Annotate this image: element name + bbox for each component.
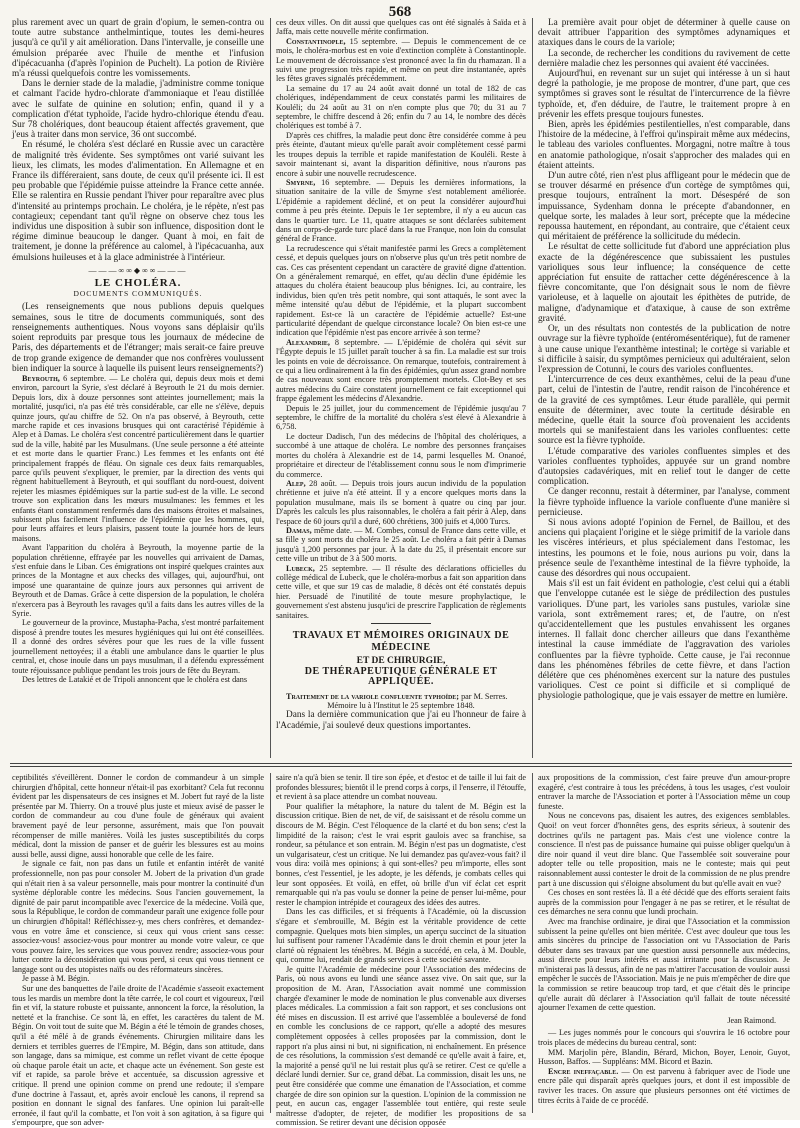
top-column-2	[276, 18, 526, 758]
paragraph: Si nous avions adopté l'opinion de Fernel, de Baillou, et des anciens qui plaçaient l'origine et le siège primitif de la variole dans les viscères intérieurs, et plus spécialement dans l'estomac, les intestins, les poumons et le foie, nous aurions pu voir, dans la présence seule de l'exanthème intestinal de la fièvre typhoïde, la cause des désordres qui nous occupaient.	[538, 517, 790, 579]
paragraph: Je quitte l'Académie de médecine pour l'Association des médecins de Paris, où nous avons eu lundi une séance assez vive. On sait que, sur la proposition de M. Aran, l'Association avait nommé une commission chargée d'examiner le mode de nomination le plus convenable aux diverses places médicales. La commission a fait son rapport, et ses conclusions ont été mises en discussion. Il est arrivé que l'assemblée a bouleversé de fond en comble les conclusions de ce rapport, qu'elle a adopté des mesures complètement opposées à celles proposées par la commission, dont le rapport n'a plus ainsi ni but, ni signification, ni enchaînement. En présence de ces résolutions, la commission s'est demandé ce qu'elle avait à faire, et, la majorité a pensé qu'il ne lui restait plus qu'à se retirer. C'est ce qu'elle a déclaré lundi dernier. Sur ce, grand débat. La commission, disait les uns, ne peut être considérée que comme une émanation de l'Association, et comme chargée de dire son opinion sur la question. L'opinion de la commission ne peut, en aucun cas, engager l'assemblée tout entière, qui reste seule maîtresse d'adopter, de rejeter, de modifier les propositions de sa commission. Se retirer devant une décision opposée	[276, 964, 526, 1128]
paragraph: Or, un des résultats non contestés de la publication de notre ouvrage sur la fièvre typhoïde (entéromésentérique), fut de ramener à une cause unique l'exanthème intestinal; le cortège si variable et si difficile à saisir, du symptômes pernicieux qui adultéraient, selon l'expression de Cotunni, le cours des varioles confluentes.	[538, 324, 790, 375]
paragraph: ceptibilités s'éveillèrent. Donner le cordon de commandeur à un simple chirurgien d'hôpital, cette honneur n'était-il pas exorbitant? Cela fut reconnu évident par les dispensateurs de ces insignes et M. Jobert fut rayé de la liste présentée par M. Thierry. On a trouvé plus juste et mieux avisé de passer le cordon de commandeur au cou d'une foule de généraux qui avaient bravement payé de leur personne, assurément, mais que l'on pouvait récompenser de mille manières. Voilà les justes susceptibilités du corps médical, dont la mission de panser et de guérir les blessures est au moins aussi belle, aussi digne, aussi honorable que celle de les faire.	[12, 773, 264, 859]
paragraph: Dans la dernière communication que j'ai eu l'honneur de faire à l'Académie, j'ai soulevé deux questions importantes.	[276, 710, 526, 731]
divider	[371, 623, 431, 624]
paragraph: En résumé, le choléra s'est déclaré en Russie avec un caractère de malignité très évidente. Ses symptômes ont varié suivant les lieux, les climats, les modes d'alimentation. En Allemagne et en France ils différeraient, sans doute, de ceux qu'il présente ici. Il est peu probable que l'épidémie puisse atteindre la France cette année. Elle se ralentira en Russie pendant l'hiver pour reparaître avec plus d'intensité au printemps prochain. Le choléra, je le répète, n'est pas contagieux; cependant tant qu'il règne on observe chez tous les individus une disposition à subir son influence, disposition dont le régime diminue beaucoup le danger. Quant à moi, en fait de traitement, je donne la préférence au calomel, à l'ipécacuanha, aux émulsions huileuses et à la glace administrée à l'intérieur.	[12, 140, 264, 263]
ornament-divider: ———∞∞◆∞∞———	[88, 265, 188, 275]
paragraph: Sur une des banquettes de l'aile droite de l'Académie s'asseoit exactement tous les mardis un membre dont la tête carrée, le col court et vigoureux, l'œil fin et vif, la stature robuste et puissante, annoncent la force, la résolution, la netteté et la franchise. Ce sont là, en effet, les caractères du talent de M. Bégin. On voit tout de suite que M. Bégin a été le témoin de grandes choses, qu'il a été mêlé à de grands événements. Chirurgien militaire dans les derniers et terribles guerres de l'Empire, M. Bégin, dans son attitude, dans son langage, dans sa mimique, est comme un reflet vivant de cette époque où chaque parole était un acte, et chaque acte un événement. Son geste est vif et rapide, sa parole brève et accentuée, sa discussion agressive et critique. Il prend une opinion comme on prend une redoute; il s'empare d'une doctrine à l'assaut, et, après avoir enclouè les canons, il reprend sa position en donnant le signal des fanfares. Une opinion lui paraît-elle erronée, il faut qu'il la combatte, et l'on voit à son agitation, à sa figure qui s'empourpre, que son adver-	[12, 984, 264, 1128]
news-item-text: même date. — M. Combes, consul de France dans cette ville, et sa fille y sont morts du choléra le 25 août. Le choléra a fait périr à Damas jusqu'à 1,200 personnes par jour. À la date du 25, il présentait encore sur cette ville un tribut de 3 à 500 morts.	[276, 525, 526, 564]
paragraph: Dans les cas difficiles, et si fréquents à l'Académie, où la discussion s'égare et s'embrouille, M. Bégin est la véritable providence de cette compagnie. Quelques mots bien simples, un aperçu succinct de la situation lui suffisent pour ramener l'Académie dans le droit chemin et pour jeter la clarté où régnaient les ténèbres. M. Bégin a succédé, en cela, à M. Double, qui, comme lui, rendait de grands services à cette société savante.	[276, 907, 526, 965]
paragraph: saire n'a qu'à bien se tenir. Il tire son épée, et d'estoc et de taille il lui fait de profondes blessures; bientôt il le prend corps à corps, il l'enserre, il l'étouffe, et revient à sa place attendre un combat nouveau.	[276, 773, 526, 802]
paragraph: Le docteur Dadisch, l'un des médecins de l'hôpital des cholériques, a succombé à une attaque de choléra. Le nombre des personnes françaises mortes du choléra à Alexandrie est de 14, parmi lesquelles M. Onanoé, propriétaire et directeur de l'établissement connu sous le nom d'imprimerie du commerce.	[276, 431, 526, 479]
paragraph: La recrudescence qui s'était manifestée parmi les Grecs a complètement cessé, et depuis quelques jours on n'observe plus qu'un très petit nombre de cas. Ces cas présentent cependant un caractère de gravité digne d'attention. On a généralement remarqué, en effet, qu'au déclin d'une épidémie les attaques du choléra étaient beaucoup plus bénignes. Ici, au contraire, les individus, bien qu'en très petit nombre, qui sont attaqués, le sont avec la même intensité qu'au début de l'épidémie, et la plupart succombent rapidement. Est-ce là un caractère de l'épidémie actuelle? Est-une particularité dépendant de quelque circonstance locale? On bien est-ce une indication que l'épidémie n'est pas encore arrivée à son terme?	[276, 243, 526, 338]
paragraph: L'étude comparative des varioles confluentes simples et des varioles confluentes typhoïdes, appuyée sur un grand nombre d'autopsies cadavériques, mit en relief tout le danger de cette complication.	[538, 446, 790, 488]
dateline: Damas,	[286, 525, 312, 535]
article-title: Traitement de la variole confluente typhoïde;	[286, 691, 460, 701]
dateline: Encre ineffaçable.	[548, 1066, 619, 1076]
section-heading-line-2: ET DE CHIRURGIE,	[356, 656, 446, 666]
intro-paragraph: (Les renseignements que nous publions depuis quelques semaines, sous le titre de documents communiqués, sont des renseignements authentiques. Nous voyons sans déplaisir qu'ils soient reproduits par presque tous les journaux de médecine de Paris, des départements et de l'étranger; mais serait-ce faire preuve de trop grande exigence de demander que nos confrères voulussent bien indiquer la source à laquelle ils puisent leurs renseignements?)	[12, 302, 264, 374]
paragraph: Pour qualifier la métaphore, la nature du talent de M. Bégin est la discussion critique. Bien de net, de vif, de saisissant et de résolu comme un discours de M. Bégin. C'est l'éloquence de la clarté et du bon sens; c'est la limpidité de la raison; c'est le vrai esprit gaulois avec sa franchise, sa rondeur, sa pétulance et son entrain. M. Bégin n'est pas un dogmatiste, c'est un vulgarisateur, c'est un critique. Ne lui demandez pas qu'avez-vous fait? il vous dira: voilà mes opinions; à qui sont-elles? peu m'importe, elles sont bonnes, c'est l'essentiel, je les adopte, je les défends, je combats celles qui leur sont opposées. Et voilà, en effet, où brille d'un vif éclat cet esprit remarquable qui n'a pas voulu se donner la peine de penser lui-même, pour rester le champion intrépide et courageux des idées des autres.	[276, 801, 526, 907]
paragraph: Je passe à M. Bégin.	[22, 974, 90, 984]
notice: — Les juges nommés pour le concours qui s'ouvrira le 16 octobre pour trois places de médecins du bureau central, sont:	[538, 1028, 790, 1048]
dateline: Alexandrie,	[286, 337, 330, 347]
column-rule	[532, 18, 533, 758]
page-number: 568	[388, 4, 412, 20]
news-item-text: 16 septembre. — Depuis les dernières informations, la situation sanitaire de la ville de Smyrne s'est notablement améliorée. L'épidémie a rapidement décliné, et on peut la considérer aujourd'hui comme à peu près éteinte. Depuis le 1er septembre, il n'y a eu aucun cas dans le quartier turc. Le 11, quatre attaques se sont déclarées subitement dans un corps-de-garde turc placé dans la rue Franque, non loin du consulat général de France.	[276, 177, 526, 244]
column-rule	[532, 773, 533, 1113]
dateline: Alep,	[286, 478, 306, 488]
dateline: Lubeck,	[286, 563, 315, 573]
section-heading-line-3: DE THÉRAPEUTIQUE GÉNÉRALE ET APPLIQUÉE.	[304, 666, 498, 688]
paragraph: D'après ces chiffres, la maladie peut donc être considérée comme à peu près éteinte, d'autant mieux qu'elle paraît avoir complètement cessé parmi les troupes depuis la terrible et rapide manifestation de Kouléli. Reste à savoir maintenant si, avant la disparition définitive, nous n'aurons pas encore à subir une nouvelle recrudescence.	[276, 130, 526, 178]
article-author: par M. Serres.	[461, 691, 508, 701]
bottom-column-2	[276, 773, 526, 1128]
paragraph: Des lettres de Latakié et de Tripoli annoncent que le choléra est dans	[22, 674, 248, 684]
paragraph: Nous ne concevons pas, disaient les autres, des exigences semblables. Quoi! on veut forcer d'honnêtes gens, des esprits sérieux, à soutenir des doctrines qu'ils ne partagent pas. Mais c'est une violence contre la conscience. Il n'est pas de puissance humaine qui puisse obliger quelqu'un à dire noir quand il veut dire blanc. Que l'assemblée soit souveraine pour adopter telle ou telle proposition, mais ne le conteste; mais qui peut raisonnablement aussi contester le droit de la commission de ne plus prendre part à une discussion qui s'éloigne absolument du but qu'elle avait en vue?	[538, 811, 790, 888]
paragraph: La semaine du 17 au 24 août avait donné un total de 182 de cas cholériques, indépendamment de ceux constatés parmi les militaires de Kouléli; du 24 août au 31 on n'en compte plus que 70; du 31 au 7 septembre, le chiffre descend à 26; enfin du 7 au 14, le nombre des décès cholériques est tombé à 7.	[276, 83, 526, 131]
paragraph: Le gouverneur de la province, Mustapha-Pacha, s'est montré parfaitement disposé à prendre toutes les mesures hygiéniques qui lui ont été conseillées. Il a donné des ordres sévères pour que les rues de la ville fussent journellement nettoyées; il a établi une ambulance dans le quartier le plus central, et, chose inouïe dans un pays musulman, il a défendu expressément toute réjouissance publique pendant les trois jours de fête du Beyram.	[12, 618, 264, 675]
news-item-text: 8 septembre. — L'épidémie de choléra qui sévit sur l'Égypte depuis le 15 juillet paraît toucher à sa fin. La maladie est sur trois les points en voie de décroissance. On remarque, toutefois, contrairement à ce qui a lieu ordinairement à la fin des épidémies, qu'un assez grand nombre de cas nouveaux sont encore très promptement mortels. Clot-Bey et ses autres médecins du Caire constatent journellement ce fait exceptionnel qui frappe également les médecins d'Alexandrie.	[276, 337, 526, 404]
news-item-text: 25 septembre. — Il résulte des déclarations officielles du collège médical de Lubeck, que le choléra-morbus a fait son apparition dans cette ville, et que sur 19 cas de maladie, 8 décès ont été constatés depuis hier. Persuadé de l'inutilité de toute mesure prophylactique, le gouvernement s'est abstenu jusqu'ici de prescrire l'application de règlements sanitaires.	[276, 563, 527, 620]
paragraph: Ces choses en sont restées là. Il a été décidé que des efforts seraient faits auprès de la commission pour l'engager à ne pas se retirer, et le résultat de ces démarches ne sera connu que lundi prochain.	[538, 888, 790, 917]
dateline: Constantinople,	[286, 36, 346, 46]
news-item-text: 6 septembre. — Le choléra qui, depuis deux mois et demi environ, parcourt la Syrie, s'est déclaré à Beyrouth le 21 du mois dernier. Depuis lors, dix à douze personnes sont atteintes journellement; mais la mortalité, jusqu'ici, n'a pas été très considérable, car elle ne s'élève, depuis quinze jours, qu'au chiffre de 52. On n'a pas observé, à Beyrouth, cette marche rapide et ces invasions brusques qui ont caractérisé l'épidémie à Alep et à Damas. Le choléra s'est concentré particulièrement dans le quartier sud de la ville, habité par les Musulmans. (Une seule personne a été atteinte et est morte dans le quartier Franc.) Les femmes et les enfants ont été principalement frappés de fléau. On signale ces deux faits remarquables, parce qu'ils peuvent s'expliquer, le premier, par la direction des vents qui règnent habituellement à Beyrouth, et qui soufflant du nord-ouest, doivent rejeter les miasmes épidémiques sur la partie sud-est de la ville. Le second trouve son explication dans les mœurs musulmanes: les femmes et les enfants étant constamment renfermés dans des maisons étroites et malsaines, subissent plus facilement l'influence de l'épidémie que les hommes, qui, pour leurs affaires et leurs plaisirs, passent toute la journée hors de leurs maisons.	[12, 373, 264, 543]
paragraph: Bien, après les épidémies pestilentielles, n'est comparable, dans l'histoire de la médecine, à l'effroi qu'inspirait même aux médecins, le tableau des varioles confluentes. Morgagni, notre maître à tous en anatomie pathologique, n'osait s'approcher des malades qui en étaient atteints.	[538, 120, 790, 171]
paragraph: D'un autre côté, rien n'est plus affligeant pour le médecin que de se trouver désarmé en présence d'un cortège de symptômes qui, presque toujours, entraînent la mort. Désespéré de son impuissance, Sydenham donna le précepte d'abandonner, en quelque sorte, les malades à leur sort, précepte que la médecine repoussa hautement, en répondant, au contraire, que c'étaient ceux qui méritaient de préférence la sollicitude du médecin.	[538, 171, 790, 243]
signature: Jean Raimond.	[727, 1015, 776, 1025]
dateline: Beyrouth,	[22, 373, 60, 383]
paragraph: La seconde, de rechercher les conditions du ravivement de cette dernière maladie chez les personnes qui avaient été vaccinées.	[538, 48, 790, 69]
section-title: LE CHOLÉRA.	[94, 277, 182, 290]
feuilleton-rule	[10, 766, 792, 767]
paragraph: Mais s'il est un fait évident en pathologie, c'est celui qui a établi que l'enveloppe cutanée est le siège de prédilection des pustules varioliques. D'une part, les varioles sans pustules, variolæ sine variola, sont extrêmement rares; et, de l'autre, on n'est qu'accidentellement que les pustules envahissent les organes internes. Il fallait donc chercher ailleurs que dans l'exanthème intestinal la cause immédiate de l'aggravation des varioles confluentes par la fièvre typhoïde. Cette cause, je l'ai reconnue dans les phénomènes fébriles de cette fièvre, et dans l'action délétère que ces phénomènes exercent sur la nature des pustules varioliques. C'est ce point si difficile et si compliqué de physiologie pathologique, que je vais essayer de mettre en lumière.	[538, 579, 790, 702]
paragraph: L'intercurrence de ces deux exanthèmes, celui de la peau d'une part, celui de l'intestin de l'autre, rendit raison de l'incohérence et de la gravité de ces symptômes. Leur étude parallèle, qui permit ensuite de déterminer, avec toute la certitude désirable en médecine, quelle était la source d'où provenaient les accidents mortels qui se manifestaient dans les varioles confluentes: cette source est la fièvre typhoïde.	[538, 375, 790, 447]
paragraph: plus rarement avec un quart de grain d'opium, le semen-contra ou toute autre substance anthelmintique, toutes les demi-heures jusqu'à ce qu'il y ait amélioration. Dans l'intervalle, je conseille une émulsion préparée avec l'huile de menthe et l'infusion d'ipécacuanha (d'après l'opinion de Puchelt). La potion de Rivière m'a réussi quelquefois contre les vomissements.	[12, 18, 264, 80]
news-item-text: 15 septembre. — Depuis le commencement de ce mois, le choléra-morbus est en voie d'extinction complète à Constantinople. Le mouvement de décroissance s'est prononcé avec la fin du rhamazan. Il a suivi une progression très rapide, et même on peut dire instantanée, après les fêtes graves signalés précédemment.	[276, 36, 527, 84]
paragraph: Dans le dernier stade de la maladie, j'administre comme tonique et calmant l'acide hydro-chlorate d'ammoniaque et l'eau distillée avec le sulfate de quinine en solution; enfin, quand il y a complication d'état typhoïde, l'acide hydro-chlorique étendu d'eau. Sur 78 cholériques, dont beaucoup étaient affectés gravement, que j'eus à traiter dans mon service, 36 ont succombé.	[12, 79, 264, 141]
bottom-column-1	[12, 773, 264, 1128]
paragraph: Je signale ce fait, non pas dans un futile et enfantin intérêt de vanité professionnelle, non pas pour consoler M. Jobert de la privation d'un grade qui n'était rien à sa valeur personnelle, mais pour montrer la continuité d'un système déplorable contre les médecins. Sous l'ancien gouvernement, la dignité de pair parut incompatible avec l'exercice de la médecine. Voilà que, sous la République, le cordon de commandeur paraît une exigence folle pour un chirurgien d'hôpital! Réfléchissez-y, mes chers confrères, et demandez-vous en votre âme et conscience, si ceux qui vous crient sans cesse: associez-vous! associez-vous pour montrer au monde votre valeur, ce que vous pouvez faire, les services que vous pouvez rendre; associez-vous pour lutter contre la déconsidération qui vous perd, si ceux qui vous tiennent ce langage sont ou des utopistes naïfs ou des réformateurs sincères.	[12, 859, 264, 974]
paragraph: La première avait pour objet de déterminer à quelle cause on devait attribuer l'apparition des symptômes adynamiques et ataxiques dans le cours de la variole;	[538, 18, 790, 49]
column-rule	[270, 18, 271, 758]
paragraph: Avec ma franchise ordinaire, je dirai que l'Association et la commission subissent la peine qu'elles ont bien méritée. C'est avec douleur que tous les amis sincères du principe de l'association ont vu l'Association de Paris débuter dans ses travaux par une question aussi personnelle aux médecins, aussi directe pour leurs intérêts et aussi irritante pour la discussion. Je m'inisterai pas là dessus, afin de ne pas m'attirer l'accusation de vouloir aussi empêcher le succès de l'Association. Mais je ne puis m'empêcher de dire que la commission se retire beaucoup trop tard, et que c'était dès le principe qu'elle aurait dû déclarer à l'Association qu'il fallait de toute nécessité ajourner l'examen de cette question.	[538, 916, 790, 1013]
paragraph: aux propositions de la commission, c'est faire preuve d'un amour-propre exagéré, c'est contraire à tous les précédens, à tous les usages, c'est vouloir entraver la marche de l'Association et porter à l'Association même un coup funeste.	[538, 773, 790, 811]
article-note: Mémoire lu à l'Institut le 25 septembre 1848.	[327, 701, 475, 711]
top-column-3	[538, 18, 790, 758]
bottom-column-3	[538, 773, 790, 1113]
top-column-1	[12, 18, 264, 758]
column-rule	[270, 773, 271, 1113]
news-item-text: — On est parvenu à fabriquer avec de l'iode une encre pâle qui disparaît après quelques jours, et dont il est impossible de raviver les traces. On assure que plusieurs personnes ont été victimes de titres écrits à l'aide de ce procédé.	[538, 1066, 790, 1105]
paragraph: ces deux villes. On dit aussi que quelques cas ont été signalés à Saïda et à Jaffa, mais cette nouvelle mérite confirmation.	[276, 18, 526, 37]
paragraph: Avant l'apparition du choléra à Beyrouth, la moyenne partie de la population chrétienne, effrayée par les nouvelles qui arrivaient de Damas, s'est enfuie dans le Liban. Ces émigrations ont inspiré quelques craintes aux princes de la Montagne et aux checks des villages, qui, aujourd'hui, ont imposé une quarantaine de quinze jours aux personnes qui arrivent de Beyrouth et de Damas. Grâce à cette dispersion de la population, le choléra n'exercera pas à Beyrouth les ravages qu'il a faits dans les autres villes de la Syrie.	[12, 543, 264, 619]
paragraph: Le résultat de cette sollicitude fut d'abord une appréciation plus exacte de la dégénérescence que subissaient les pustules varioliques sous leur influence; la conséquence de cette appréciation fut ensuite de rattacher cette dégénérescence à la fièvre concomitante, que l'on désignait sous le nom de fièvre varioleuse, et à laquelle on ajoutait les épithètes de putride, de maligne, d'adynamique et d'ataxique, à cause de son extrême gravité.	[538, 242, 790, 324]
section-subtitle: DOCUMENTS COMMUNIQUÉS.	[73, 289, 203, 299]
paragraph: Depuis le 25 juillet, jour du commencement de l'épidémie jusqu'au 7 septembre, le chiffre de la mortalité du choléra s'est élevé à Alexandrie à 6,758.	[276, 403, 526, 432]
news-item-text: 28 août. — Depuis trois jours aucun individu de la population chrétienne et juive n'a été atteint. Il y a encore quelques morts dans la population musulmane, mais ils se bornent à quatre ou cinq par jour. D'après les calculs les plus raisonnables, le choléra a fait périr à Alep, dans l'espace de 60 jours qu'il a duré, 600 chrétiens, 300 juifs et 4,000 Turcs.	[276, 478, 526, 526]
feuilleton-rule	[10, 763, 792, 764]
paragraph: Aujourd'hui, en revenant sur un sujet qui intéresse à un si haut degré la pathologie, je me propose de montrer, d'une part, que ces symptômes si graves sont le résultat de l'intercurrence de la fièvre typhoïde, et, d'en déduire, de l'autre, le traitement propre à en prévenir les effets presque toujours funestes.	[538, 69, 790, 120]
section-heading: TRAVAUX ET MÉMOIRES ORIGINAUX DE MÉDECINE	[292, 630, 510, 653]
paragraph: Ce danger reconnu, restait à déterminer, par l'analyse, comment la fièvre typhoïde influence la variole confluente d'une manière si pernicieuse.	[538, 487, 790, 518]
dateline: Smyrne,	[286, 177, 316, 187]
notice: MM. Marjolin père, Blandin, Bérard, Michon, Boyer, Lenoir, Guyot, Husson, Baffos. — Suppléans: MM. Bicord et Bazin.	[538, 1047, 790, 1067]
